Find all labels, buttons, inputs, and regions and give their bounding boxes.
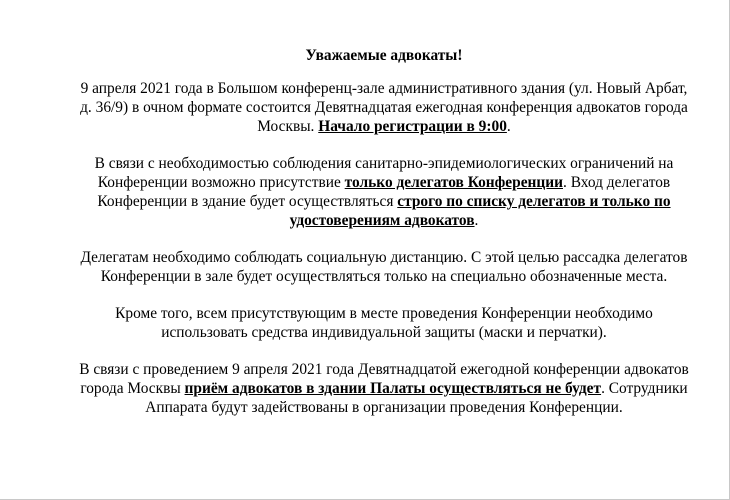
paragraph-text: В связи с необходимостью соблюдения санитарно-эпидемиологических ограничений на Конференции возможно присутствие	[94, 155, 674, 191]
paragraph-protective-equipment: Кроме того, всем присутствующим в месте проведения Конференции необходимо использовать средства индивидуальной защиты (маски и перчатки).	[115, 305, 653, 341]
document-heading: Уважаемые адвокаты!	[305, 47, 463, 64]
paragraph-text: 9 апреля 2021 года в Большом конференц-зале административного здания (ул. Новый Арбат, д. 36/9) в очном формате состоится Девятнадцатая ежегодная конференция адвокатов города Москвы.	[80, 80, 688, 135]
paragraph-text-tail: .	[506, 118, 511, 135]
paragraph-sanitary-restrictions	[78, 154, 690, 230]
delegates-only-emphasis: только делегатов Конференции	[344, 174, 563, 191]
paragraph-text: . Вход делегатов Конференции в здание будет осуществляться	[97, 174, 671, 210]
paragraph-reception-closed	[78, 360, 690, 417]
reception-closed-emphasis: приём адвокатов в здании Палаты осуществляться не будет	[184, 380, 602, 397]
document-body	[78, 46, 690, 435]
paragraph-text: В связи с проведением 9 апреля 2021 года Девятнадцатой ежегодной конференции адвокатов города Москвы	[79, 361, 689, 397]
paragraph-social-distance: Делегатам необходимо соблюдать социальную дистанцию. С этой целью рассадка делегатов Конференции в зале будет осуществляться только на специально обозначенные места.	[80, 249, 688, 285]
entry-by-list-emphasis: строго по списку делегатов и только по удостоверениям адвокатов	[289, 193, 671, 229]
paragraph-text-tail: .	[474, 212, 479, 229]
paragraph-text-tail: . Сотрудники Аппарата будут задействованы в организации проведения Конференции.	[145, 380, 688, 416]
registration-time-emphasis: Начало регистрации в 9:00	[318, 118, 507, 135]
paragraph-conference-info	[78, 79, 690, 136]
